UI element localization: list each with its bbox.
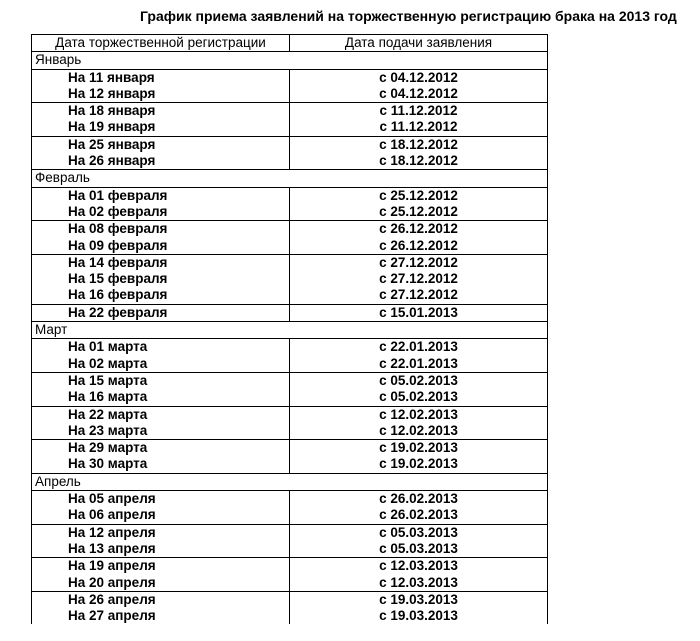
schedule-table: [31, 34, 548, 624]
registration-date-cell: На 18 января: [32, 103, 290, 120]
application-date-cell: с 11.12.2012: [290, 103, 548, 120]
table-row: [32, 591, 548, 608]
application-date-cell: с 26.12.2012: [290, 221, 548, 238]
registration-date-cell: На 23 марта: [32, 423, 290, 440]
registration-date-cell: На 12 января: [32, 86, 290, 103]
month-label: Февраль: [32, 170, 548, 187]
page-title: График приема заявлений на торжественную регистрацию брака на 2013 год: [140, 8, 677, 24]
registration-date-cell: На 25 января: [32, 136, 290, 153]
table-row: [32, 389, 548, 406]
table-row: [32, 69, 548, 86]
table-row: [32, 372, 548, 389]
application-date-cell: с 25.12.2012: [290, 204, 548, 221]
registration-date-cell: На 11 января: [32, 69, 290, 86]
registration-date-cell: На 19 апреля: [32, 558, 290, 575]
month-label: Январь: [32, 52, 548, 69]
registration-date-cell: На 05 апреля: [32, 491, 290, 508]
application-date-cell: с 19.03.2013: [290, 591, 548, 608]
application-date-cell: с 04.12.2012: [290, 86, 548, 103]
application-date-cell: с 26.02.2013: [290, 491, 548, 508]
registration-date-cell: На 22 марта: [32, 406, 290, 423]
application-date-cell: с 04.12.2012: [290, 69, 548, 86]
month-row: [32, 52, 548, 69]
table-row: [32, 103, 548, 120]
registration-date-cell: На 27 апреля: [32, 608, 290, 624]
application-date-cell: с 05.02.2013: [290, 372, 548, 389]
application-date-cell: с 22.01.2013: [290, 356, 548, 373]
month-label: Апрель: [32, 473, 548, 490]
application-date-cell: с 26.12.2012: [290, 238, 548, 255]
registration-date-cell: На 16 марта: [32, 389, 290, 406]
application-date-cell: с 12.03.2013: [290, 575, 548, 592]
table-row: [32, 136, 548, 153]
table-row: [32, 287, 548, 304]
month-row: [32, 170, 548, 187]
registration-date-cell: На 09 февраля: [32, 238, 290, 255]
registration-date-cell: На 02 февраля: [32, 204, 290, 221]
table-row: [32, 524, 548, 541]
registration-date-cell: На 20 апреля: [32, 575, 290, 592]
registration-date-cell: На 12 апреля: [32, 524, 290, 541]
application-date-cell: с 27.12.2012: [290, 287, 548, 304]
application-date-cell: с 25.12.2012: [290, 187, 548, 204]
application-date-cell: с 12.03.2013: [290, 558, 548, 575]
table-row: [32, 153, 548, 170]
application-date-cell: с 19.02.2013: [290, 440, 548, 457]
month-label: Март: [32, 322, 548, 339]
registration-date-cell: На 02 марта: [32, 356, 290, 373]
application-date-cell: с 05.02.2013: [290, 389, 548, 406]
month-row: [32, 473, 548, 490]
table-row: [32, 221, 548, 238]
table-row: [32, 507, 548, 524]
registration-date-cell: На 19 января: [32, 119, 290, 136]
table-row: [32, 304, 548, 321]
registration-date-cell: На 26 апреля: [32, 591, 290, 608]
registration-date-cell: На 01 марта: [32, 339, 290, 356]
registration-date-cell: На 26 января: [32, 153, 290, 170]
application-date-cell: с 22.01.2013: [290, 339, 548, 356]
table-row: [32, 491, 548, 508]
table-row: [32, 575, 548, 592]
application-date-cell: с 18.12.2012: [290, 153, 548, 170]
table-row: [32, 238, 548, 255]
schedule-body: [32, 52, 548, 625]
application-date-cell: с 19.03.2013: [290, 608, 548, 624]
table-row: [32, 254, 548, 271]
registration-date-cell: На 29 марта: [32, 440, 290, 457]
table-row: [32, 187, 548, 204]
application-date-cell: с 26.02.2013: [290, 507, 548, 524]
registration-date-cell: На 22 февраля: [32, 304, 290, 321]
application-date-cell: с 05.03.2013: [290, 541, 548, 558]
application-date-cell: с 05.03.2013: [290, 524, 548, 541]
table-row: [32, 558, 548, 575]
application-date-cell: с 18.12.2012: [290, 136, 548, 153]
table-row: [32, 541, 548, 558]
header-registration-date: Дата торжественной регистрации: [32, 35, 290, 52]
application-date-cell: с 12.02.2013: [290, 406, 548, 423]
header-application-date: Дата подачи заявления: [290, 35, 548, 52]
registration-date-cell: На 06 апреля: [32, 507, 290, 524]
table-row: [32, 356, 548, 373]
registration-date-cell: На 30 марта: [32, 456, 290, 473]
application-date-cell: с 19.02.2013: [290, 456, 548, 473]
registration-date-cell: На 01 февраля: [32, 187, 290, 204]
application-date-cell: с 11.12.2012: [290, 119, 548, 136]
application-date-cell: с 27.12.2012: [290, 271, 548, 287]
registration-date-cell: На 16 февраля: [32, 287, 290, 304]
table-row: [32, 119, 548, 136]
table-row: [32, 608, 548, 624]
table-row: [32, 440, 548, 457]
application-date-cell: с 15.01.2013: [290, 304, 548, 321]
table-row: [32, 339, 548, 356]
application-date-cell: с 12.02.2013: [290, 423, 548, 440]
application-date-cell: с 27.12.2012: [290, 254, 548, 271]
table-row: [32, 271, 548, 287]
table-row: [32, 204, 548, 221]
month-row: [32, 322, 548, 339]
registration-date-cell: На 14 февраля: [32, 254, 290, 271]
registration-date-cell: На 15 марта: [32, 372, 290, 389]
registration-date-cell: На 13 апреля: [32, 541, 290, 558]
table-row: [32, 406, 548, 423]
table-row: [32, 456, 548, 473]
registration-date-cell: На 15 февраля: [32, 271, 290, 287]
table-row: [32, 423, 548, 440]
table-header-row: [32, 35, 548, 52]
table-row: [32, 86, 548, 103]
registration-date-cell: На 08 февраля: [32, 221, 290, 238]
